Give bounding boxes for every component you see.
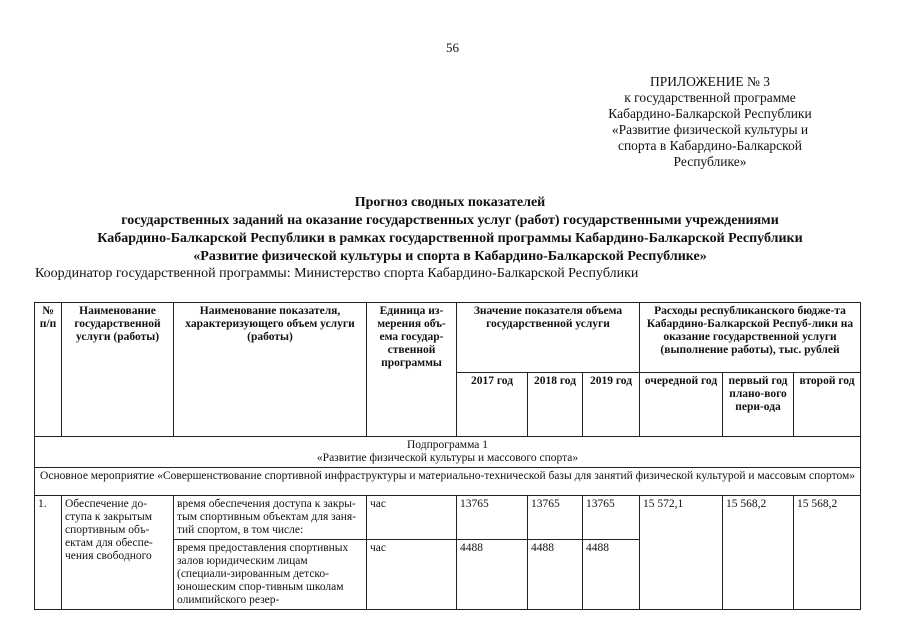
indicators-table	[34, 302, 861, 610]
header-next-year: очередной год	[640, 373, 723, 437]
appendix-block	[560, 74, 860, 170]
coordinator-text: Координатор государственной программы: Министерство спорта Кабардино-Балкарской Республики	[35, 266, 639, 281]
indicator-name: время предоставления спортивных залов юридическим лицам (специали-зированным детско-юношеским спор-тивным школам олимпийского резер-	[174, 540, 367, 610]
header-service: Наименование государственной услуги (работы)	[62, 303, 174, 437]
title-line-1: Прогноз сводных показателей	[354, 195, 546, 210]
value-2018: 4488	[528, 540, 583, 610]
main-event-row	[35, 468, 861, 496]
header-2019: 2019 год	[583, 373, 640, 437]
value-2018: 13765	[528, 496, 583, 540]
header-num: № п/п	[35, 303, 62, 437]
service-name: Обеспечение до-ступа к закрытым спортивным объ-ектам для обеспе-чения свободного	[62, 496, 174, 610]
title-line-2: государственных заданий на оказание государственных услуг (работ) государственными учреждениями	[121, 213, 779, 228]
value-2017: 4488	[457, 540, 528, 610]
expense-next-year: 15 572,1	[640, 496, 723, 610]
document-title	[20, 194, 880, 266]
title-line-3: Кабардино-Балкарской Республики в рамках государственной программы Кабардино-Балкарской Республики	[97, 231, 803, 246]
unit-cell: час	[367, 496, 457, 540]
appendix-line-1: ПРИЛОЖЕНИЕ № 3	[649, 74, 771, 89]
expense-first-plan-year: 15 568,2	[723, 496, 794, 610]
header-unit: Единица из-мерения объ-ема государ-ственной программы	[367, 303, 457, 437]
table-row	[35, 496, 861, 540]
header-value-group: Значение показателя объема государственной услуги	[457, 303, 640, 373]
header-2018: 2018 год	[528, 373, 583, 437]
header-row-1	[35, 303, 861, 373]
appendix-line-3: Кабардино-Балкарской Республики	[608, 106, 812, 121]
main-event-cell: Основное мероприятие «Совершенствование спортивной инфраструктуры и материально-технической базы для занятий физической культурой и массовым спортом»	[35, 468, 861, 496]
appendix-line-5: спорта в Кабардино-Балкарской	[617, 138, 803, 153]
expense-second-year: 15 568,2	[794, 496, 861, 610]
page-number: 56	[446, 40, 459, 55]
subprogram-cell	[35, 437, 861, 468]
header-first-plan-year: первый год плано-вого пери-ода	[723, 373, 794, 437]
value-2019: 4488	[583, 540, 640, 610]
subprogram-line-1: Подпрограмма 1	[407, 439, 489, 451]
header-expense-group: Расходы республиканского бюдже-та Кабардино-Балкарской Респуб-лики на оказание государственной услуги (выполнение работы), тыс. рублей	[640, 303, 861, 373]
header-indicator: Наименование показателя, характеризующего объем услуги (работы)	[174, 303, 367, 437]
appendix-line-2: к государственной программе	[624, 90, 796, 105]
row-number: 1.	[35, 496, 62, 610]
value-2017: 13765	[457, 496, 528, 540]
header-second-year: второй год	[794, 373, 861, 437]
title-line-4: «Развитие физической культуры и спорта в Кабардино-Балкарской Республике»	[193, 249, 707, 264]
appendix-line-4: «Развитие физической культуры и	[611, 122, 809, 137]
subprogram-row	[35, 437, 861, 468]
appendix-line-6: Республике»	[673, 154, 747, 169]
subprogram-line-2: «Развитие физической культуры и массового спорта»	[316, 452, 579, 464]
indicator-name: время обеспечения доступа к закры-тым спортивным объектам для заня-тий спортом, в том числе:	[174, 496, 367, 540]
value-2019: 13765	[583, 496, 640, 540]
unit-cell: час	[367, 540, 457, 610]
header-2017: 2017 год	[457, 373, 528, 437]
